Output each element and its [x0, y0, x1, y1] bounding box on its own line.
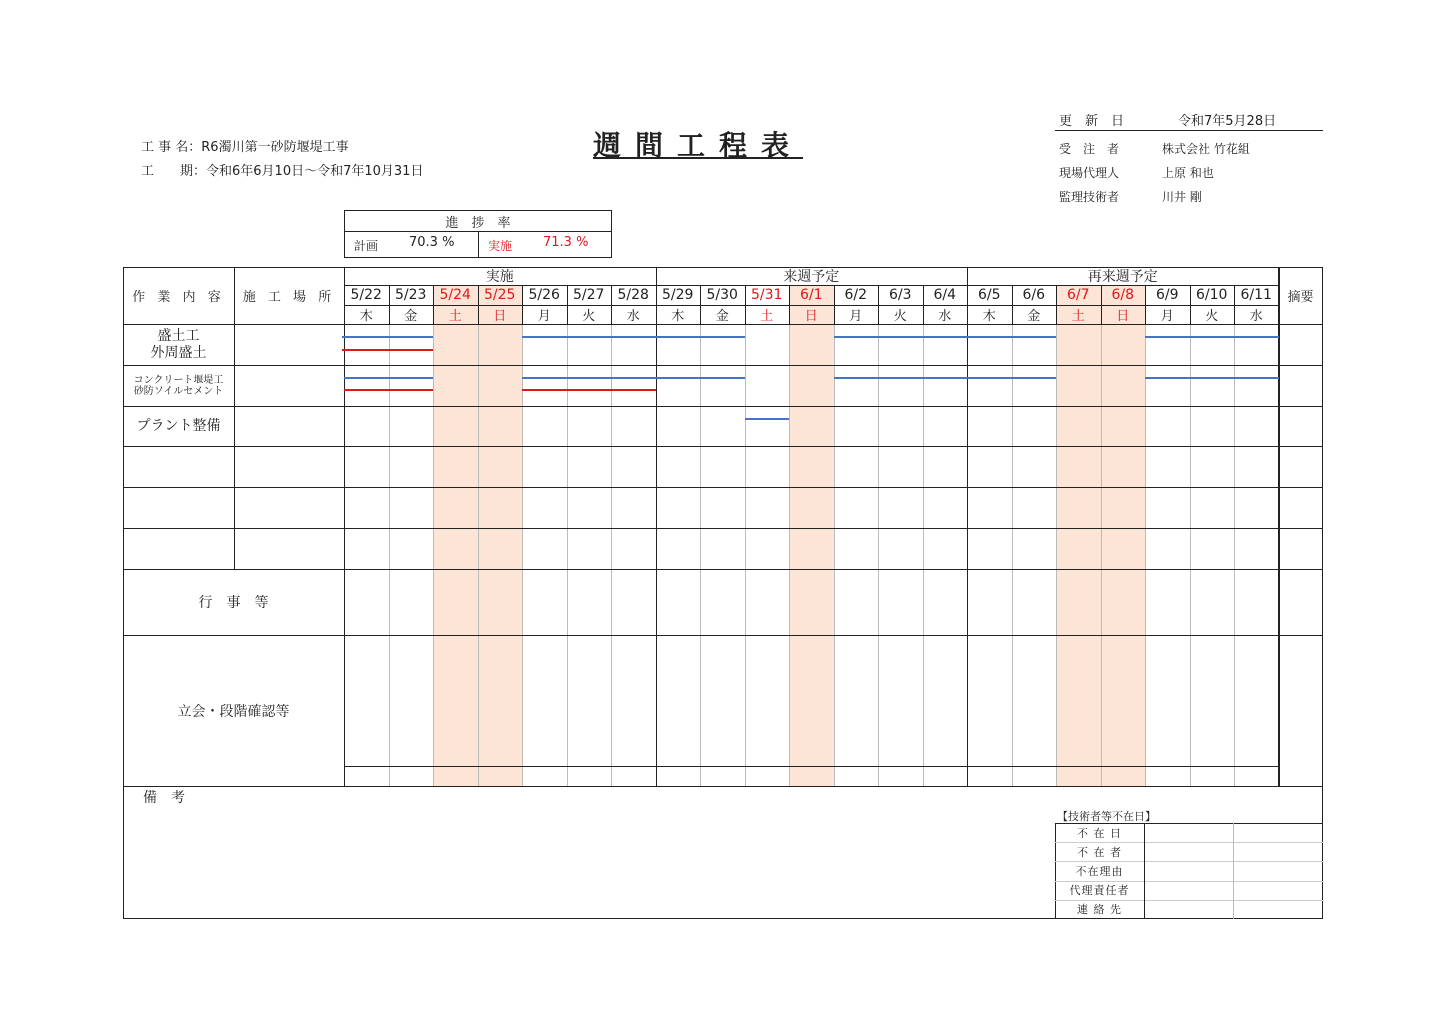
day-of-week: 水 — [626, 309, 640, 324]
plan-bar — [522, 336, 745, 338]
day-of-week: 木 — [359, 309, 373, 324]
events-label: 行 事 等 — [198, 595, 269, 611]
absence-table — [1055, 823, 1323, 919]
day-of-week: 日 — [804, 309, 818, 324]
plan-bar — [1145, 336, 1279, 338]
actual-bar — [344, 389, 433, 391]
actual-bar — [522, 389, 656, 391]
project-name-label: 工 事 名： — [141, 140, 202, 155]
day-date: 6/6 — [1022, 287, 1046, 303]
task-place — [234, 446, 344, 487]
task-place — [234, 487, 344, 528]
absence-row-label: 代理責任者 — [1069, 884, 1130, 898]
day-of-week: 水 — [1249, 309, 1263, 324]
absence-row-label: 不在理由 — [1075, 864, 1124, 878]
day-date: 6/2 — [844, 287, 868, 303]
task-label — [123, 528, 234, 569]
plan-value: 70.3 % — [409, 235, 455, 250]
absence-col-line — [1233, 823, 1234, 919]
day-date: 5/31 — [751, 287, 783, 303]
day-of-week: 火 — [582, 309, 596, 324]
day-date: 6/11 — [1240, 287, 1272, 303]
day-date: 5/30 — [706, 287, 738, 303]
absence-row-label: 不 在 日 — [1077, 826, 1122, 840]
day-date: 5/28 — [617, 287, 649, 303]
absence-row-line — [1055, 900, 1323, 901]
plan-bar — [342, 336, 433, 338]
day-date: 5/22 — [350, 287, 382, 303]
day-date: 6/4 — [933, 287, 957, 303]
absence-row-label: 不 在 者 — [1077, 845, 1122, 859]
day-of-week: 月 — [537, 309, 551, 324]
day-of-week: 日 — [493, 309, 507, 324]
days-col-divider — [344, 267, 345, 786]
absence-row-line — [1055, 881, 1323, 882]
day-of-week: 土 — [448, 309, 462, 324]
week-group-label: 再来週予定 — [1087, 269, 1158, 285]
column-note: 摘要 — [1287, 290, 1314, 305]
day-date: 5/27 — [573, 287, 605, 303]
week-group-label: 来週予定 — [783, 269, 840, 285]
actual-label: 実施 — [488, 239, 513, 253]
task-label: 盛土工 外周盛土 — [150, 327, 207, 361]
inspection-date-line — [344, 766, 1278, 767]
task-label — [123, 446, 234, 487]
day-date: 6/10 — [1196, 287, 1228, 303]
day-date: 6/3 — [888, 287, 912, 303]
day-date: 6/1 — [799, 287, 823, 303]
absence-col-line — [1144, 823, 1145, 919]
inspection-label: 立会・段階確認等 — [177, 703, 290, 720]
column-place: 施 工 場 所 — [242, 290, 336, 305]
day-date: 5/26 — [528, 287, 560, 303]
day-of-week: 木 — [982, 309, 996, 324]
progress-header: 進 捗 率 — [445, 215, 511, 231]
contractor-label: 受 注 者 — [1059, 142, 1120, 156]
task-label: プラント整備 — [136, 417, 221, 434]
plan-bar — [834, 336, 1057, 338]
contractor-value: 株式会社 竹花組 — [1162, 142, 1250, 156]
remarks-label: 備 考 — [143, 790, 185, 806]
agent-value: 上原 和也 — [1162, 166, 1214, 180]
row-line — [123, 786, 1323, 787]
day-date: 6/5 — [977, 287, 1001, 303]
task-place — [234, 324, 344, 365]
plan-label: 計画 — [354, 239, 379, 253]
actual-bar — [342, 349, 433, 351]
day-of-week: 土 — [1071, 309, 1085, 324]
task-place — [234, 528, 344, 569]
updated-value: 令和7年5月28日 — [1178, 114, 1277, 129]
task-place — [234, 406, 344, 446]
day-of-week: 金 — [1027, 309, 1041, 324]
agent-label: 現場代理人 — [1059, 166, 1120, 180]
day-of-week: 水 — [938, 309, 952, 324]
day-of-week: 月 — [1160, 309, 1174, 324]
task-place — [234, 365, 344, 406]
plan-bar — [745, 418, 790, 420]
day-date: 5/25 — [484, 287, 516, 303]
absence-row-label: 連 絡 先 — [1077, 903, 1122, 917]
engineer-label: 監理技術者 — [1059, 190, 1120, 204]
day-of-week: 土 — [760, 309, 774, 324]
day-of-week: 金 — [715, 309, 729, 324]
day-of-week: 日 — [1116, 309, 1130, 324]
day-of-week: 火 — [1205, 309, 1219, 324]
page-title: 週間工程表 — [593, 129, 804, 162]
plan-bar — [522, 377, 745, 379]
day-date: 6/7 — [1066, 287, 1090, 303]
day-date: 5/24 — [439, 287, 471, 303]
day-of-week: 金 — [404, 309, 418, 324]
task-label — [123, 487, 234, 528]
day-of-week: 月 — [849, 309, 863, 324]
absence-row-line — [1055, 842, 1323, 843]
plan-bar — [1145, 377, 1279, 379]
plan-bar — [834, 377, 1057, 379]
day-of-week: 木 — [671, 309, 685, 324]
actual-value: 71.3 % — [543, 235, 589, 250]
day-date: 6/9 — [1155, 287, 1179, 303]
project-period: 令和6年6月10日～令和7年10月31日 — [206, 164, 424, 179]
day-date: 6/8 — [1111, 287, 1135, 303]
day-date: 5/29 — [662, 287, 694, 303]
day-of-week: 火 — [893, 309, 907, 324]
task-label: コンクリート堰堤工 砂防ソイルセメント — [133, 374, 224, 397]
note-col-divider — [1278, 267, 1279, 786]
updated-label: 更 新 日 — [1059, 114, 1125, 129]
project-name: R6濁川第一砂防堰堤工事 — [201, 140, 349, 155]
week-group-label: 実施 — [485, 269, 514, 285]
absence-title: 【技術者等不在日】 — [1057, 810, 1156, 823]
column-work: 作 業 内 容 — [132, 290, 225, 305]
engineer-value: 川井 剛 — [1162, 190, 1202, 204]
absence-row-line — [1055, 861, 1323, 862]
day-date: 5/23 — [395, 287, 427, 303]
project-period-label: 工 期： — [141, 164, 207, 179]
plan-bar — [344, 377, 433, 379]
